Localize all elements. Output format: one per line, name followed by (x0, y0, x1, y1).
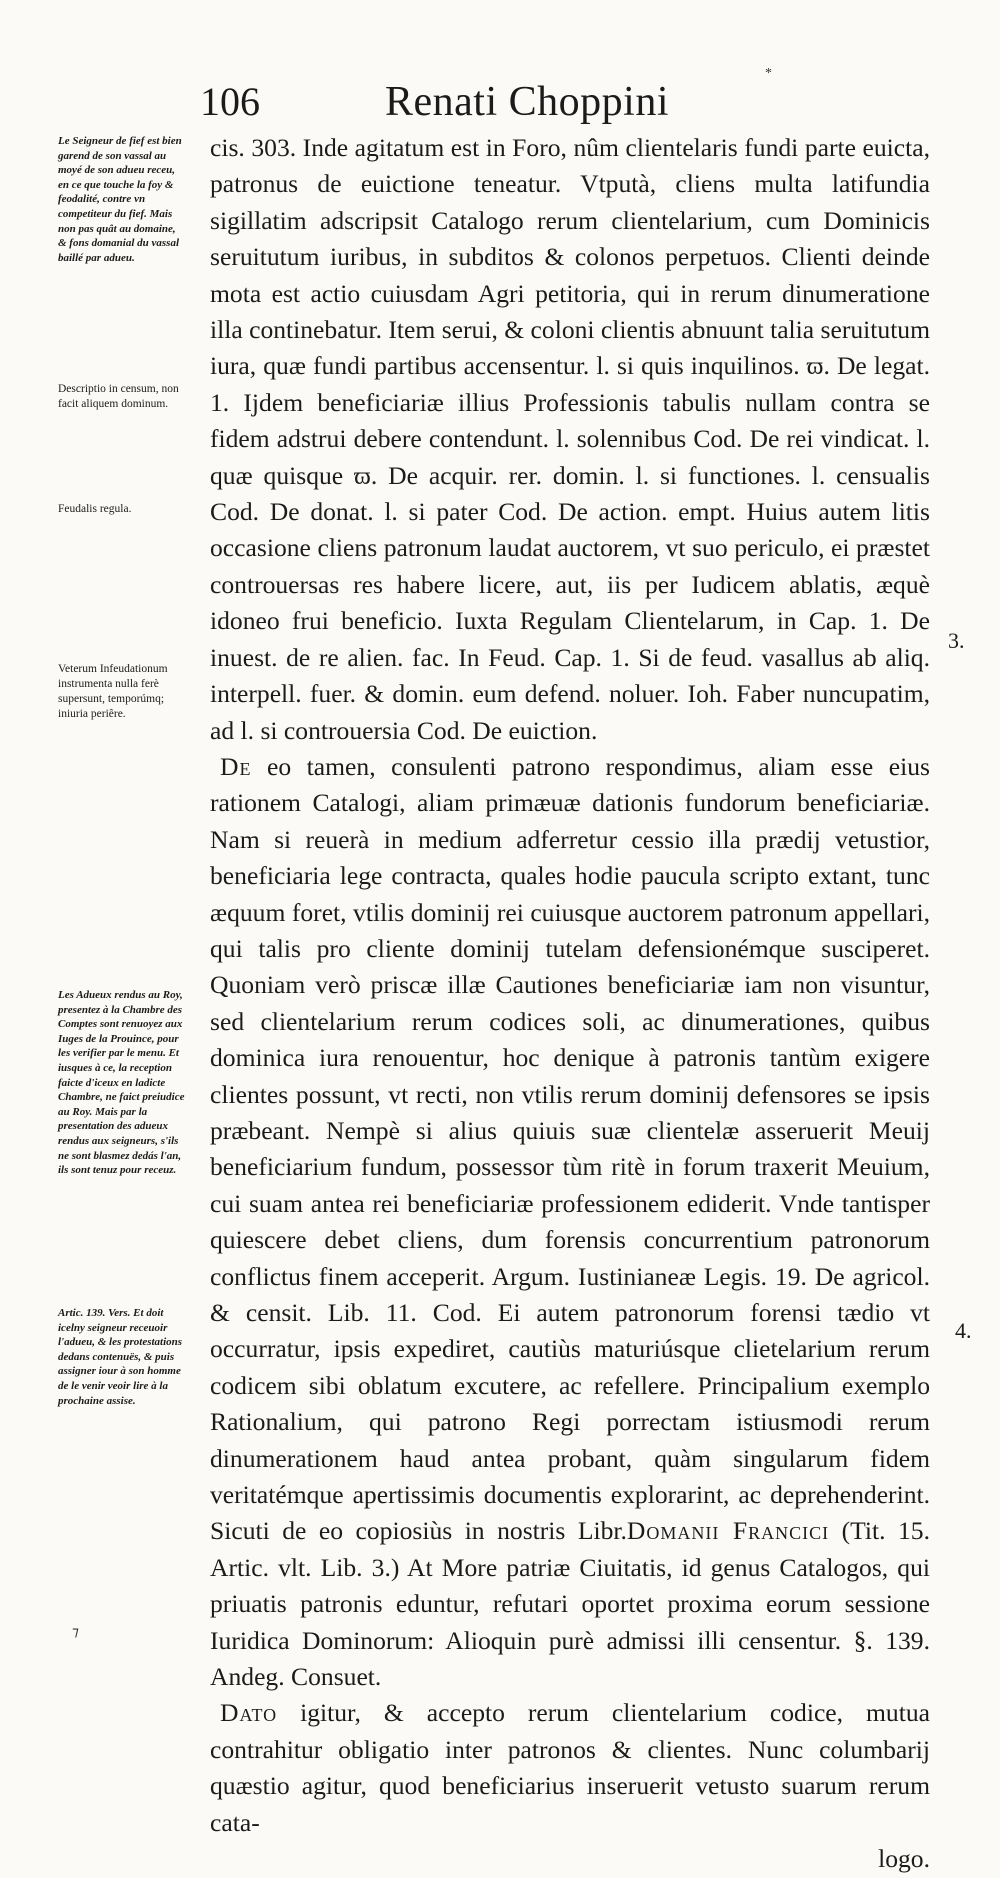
main-text (210, 130, 930, 1878)
paragraph-3-lead: Dato (220, 1698, 278, 1728)
paragraph-2-body: eo tamen, consulenti patrono respondimus, aliam esse eius rationem Catalogi, aliam primæuæ dationis fundorum beneficiariæ. Nam si reuerà in medium adferretur cessio illa prædij vetustior, beneficiaria lege contracta, quales hodie paucula scripto extant, tunc æquum foret, vtilis dominij rei cuiusque auctorem patronum appellari, qui talis pro cliente dominij tutelam defensionémque susciperet. Quoniam verò priscæ illæ Cautiones beneficiariæ iam non visuntur, sed clientelarium rerum codices soli, ac dinumerationes, quibus dominica iura renouentur, hoc denique à patronis tantùm exigere clientes possunt, vt recti, non vtilis rerum dominij defensores se ipsis præbeant. Nempè si alius quiuis suæ clientelæ asseruerit Meuij beneficiarium fundum, possessor tùm ritè in forum traxerit Meuium, cui suam antea rei beneficiariæ professionem ediderit. Vnde tantisper quiescere debet cliens, dum forensis concurrentium patronorum conflictus finem acceperit. Argum. Iustinianeæ Legis. 19. De agricol. & censit. Lib. 11. Cod. Ei autem patronorum forensi tædio vt occurratur, ipsis expediret, cautiùs maturiúsque clietelarium rerum codicem sibi oblatum excutere, ac refellere. Principalium exemplo Rationalium, qui patrono Regi porrectam istiusmodi rerum dinumerationem haud antea probant, quàm singularum fidem veritatémque apertissimis documentis explorarint, ac deprehenderint. Sicuti de eo copiosiùs in nostris Libr. (210, 751, 930, 1546)
margin-note-veterum: Veterum Infeudationum instrumenta nulla ferè supersunt, temporúmq; iniuria periêre. (58, 663, 168, 720)
paragraph-2-end: (Tit. 15. Artic. vlt. Lib. 3.) At More patriæ Ciuitatis, id genus Catalogos, qui priuatis patronis eduntur, refutari oportet proxima eorum sessione Iuridica Dominorum: Alioquin purè admissi illi censentur. §. 139. Andeg. Consuet. (210, 1516, 930, 1692)
paragraph-3-body: igitur, & accepto rerum clientelarium codice, mutua contrahitur obligatio inter patronos & clientes. Nunc columbarij quæstio agitur, quod beneficiarius inseruerit vetusto suarum rerum cata- (210, 1698, 930, 1837)
page-header (0, 78, 1000, 138)
page-number: 106 (200, 79, 260, 124)
paragraph-2-smallcaps: Domanii Francici (626, 1516, 830, 1546)
paragraph-2-lead: De (220, 751, 252, 781)
margin-note-seigneur: Le Seigneur de fief est bien garend de son vassal au moyé de son adueu receu, en ce que touche la foy & feodalité, contre vn competiteur du fief. Mais non pas quât au domaine, & fons domanial du vassal baillé par adueu. (58, 135, 182, 264)
paragraph-1: cis. 303. Inde agitatum est in Foro, nûm clientelaris fundi parte euicta, patronus de euictione teneatur. Vtputà, cliens multa latifundia sigillatim adscripsit Catalogo rerum clientelarium, cum Dominicis seruitutum iuribus, in subditos & colonos perpetuos. Clienti deinde mota est actio cuiusdam Agri petitoria, qui in rerum dinumeratione illa continebatur. Item serui, & coloni clientis abnuunt talia seruitutum iura, quæ fundi partibus accensentur. l. si quis inquilinos. ϖ. De legat. 1. Ijdem beneficiariæ illius Professionis tabulis nullam contra se fidem adstrui debere contendunt. l. solennibus Cod. De rei vindicat. l. quæ quisque ϖ. De acquir. rer. domin. l. si functiones. l. censualis Cod. De donat. l. si pater Cod. De action. empt. Huius autem litis occasione cliens patronum laudat auctorem, vt suo periculo, ei præstet controuersas res habere licere, aut, iis per Iudicem ablatis, æquè idoneo frui beneficio. Iuxta Regulam Clientelarum, in Cap. 1. De inuest. de re alien. fac. In Feud. Cap. 1. Si de feud. vasallus ab aliq. interpell. fuer. & domin. eum defend. noluer. Ioh. Faber nuncupatim, ad l. si controuersia Cod. De euiction. (210, 133, 931, 745)
stray-mark: * (765, 66, 772, 81)
paragraph-3 (210, 1695, 930, 1841)
margin-note-adueux: Les Adueux rendus au Roy, presentez à la Chambre des Comptes sont renuoyez aux Iuges de la Prouince, pour les verifier par le menu. Et iusques à ce, la reception faicte d'iceux en ladicte Chambre, ne faict preiudice au Roy. Mais par la presentation des adueux rendus aux seigneurs, s'ils ne sont blasmez dedás l'an, ils sont tenuz pour receuz. (58, 989, 185, 1177)
section-number-3: 3. (948, 628, 965, 653)
margin-note-descriptio: Descriptio in censum, non facit aliquem dominum. (58, 383, 179, 410)
margin-note-artic: Artic. 139. Vers. Et doit icelny seigneur receuoir l'adueu, & les protestations dedans contenuës, & puis assigner iour à son homme de le venir veoir lire à la prochaine assise. (58, 1307, 183, 1407)
running-title: Renati Choppini (385, 79, 669, 125)
paragraph-2 (210, 749, 930, 1696)
margin-note-feudalis: Feudalis regula. (58, 503, 132, 515)
section-number-4: 4. (955, 1318, 972, 1343)
stray-mark: ⁊ (72, 1625, 79, 1640)
catchword: logo. (878, 1844, 930, 1874)
